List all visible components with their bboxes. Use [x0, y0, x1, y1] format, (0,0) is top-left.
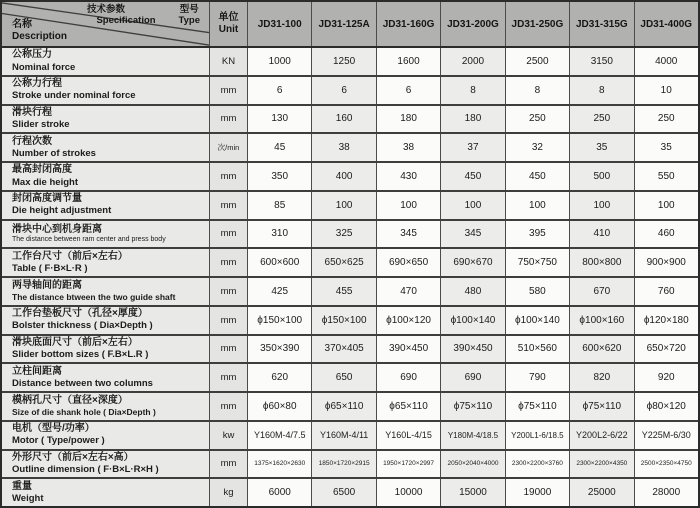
value-cell: 180 [377, 106, 441, 133]
unit-column-header [210, 2, 248, 46]
value-cell: 600×620 [570, 336, 634, 363]
value-cell: ϕ100×140 [441, 307, 505, 334]
value-cell: 2000 [441, 48, 505, 75]
value-cell: 4000 [635, 48, 698, 75]
value-cell: 6 [377, 77, 441, 104]
row-label-zh: 模柄孔尺寸（直径×深度） [12, 395, 128, 407]
value-cell: 1375×1620×2630 [248, 451, 312, 478]
specification-label [64, 4, 174, 26]
row-label-zh: 工作台垫板尺寸（孔径×厚度） [12, 308, 148, 320]
row-label-zh: 滑块中心到机身距离 [12, 223, 102, 235]
row-label [2, 221, 210, 248]
model-header-jd31-250g: JD31-250G [506, 2, 570, 46]
table-row [2, 48, 698, 77]
table-row [2, 278, 698, 307]
value-cell: Y180M-4/18.5 [441, 422, 505, 449]
value-cell: 400 [312, 163, 376, 190]
value-cell: Y200L1-6/18.5 [506, 422, 570, 449]
row-label [2, 451, 210, 478]
value-cell: 8 [570, 77, 634, 104]
value-cell: 38 [377, 134, 441, 161]
row-label-zh: 最高封闭高度 [12, 164, 72, 176]
row-label [2, 307, 210, 334]
value-cell: 370×405 [312, 336, 376, 363]
value-cell: 160 [312, 106, 376, 133]
table-body [2, 48, 698, 506]
diagonal-header-cell [2, 2, 210, 46]
model-header-jd31-160g: JD31-160G [377, 2, 441, 46]
row-label-en: Table ( F·B×L·R ) [12, 262, 88, 274]
value-cell: 35 [570, 134, 634, 161]
specification-label-zh: 技术参数 [86, 4, 125, 15]
unit-header-zh: 单位 [218, 12, 239, 23]
value-cell: 1000 [248, 48, 312, 75]
row-label-en: Outline dimension ( F·B×L·R×H ) [12, 464, 159, 476]
value-cell: 480 [441, 278, 505, 305]
value-cell: 100 [635, 192, 698, 219]
model-header-jd31-125a: JD31-125A [312, 2, 376, 46]
value-cell: 100 [441, 192, 505, 219]
value-cell: 310 [248, 221, 312, 248]
value-cell: 690×670 [441, 249, 505, 276]
value-cell: 1250 [312, 48, 376, 75]
row-label [2, 134, 210, 161]
row-label [2, 77, 210, 104]
value-cell: 2500 [506, 48, 570, 75]
table-row [2, 336, 698, 365]
row-label-zh: 重量 [12, 480, 32, 492]
table-row [2, 106, 698, 135]
value-cell: 2300×2200×3760 [506, 451, 570, 478]
row-label-zh: 外形尺寸（前后×左右×高） [12, 451, 134, 463]
value-cell: 100 [570, 192, 634, 219]
unit-cell: mm [210, 106, 248, 133]
value-cell: Y225M-6/30 [635, 422, 698, 449]
value-cell: 2050×2040×4000 [441, 451, 505, 478]
value-cell: 425 [248, 278, 312, 305]
unit-cell: KN [210, 48, 248, 75]
row-label [2, 364, 210, 391]
table-row [2, 221, 698, 250]
value-cell: 6 [312, 77, 376, 104]
value-cell: 345 [377, 221, 441, 248]
type-label-en: Type [178, 15, 200, 27]
unit-cell: kg [210, 479, 248, 506]
value-cell: 800×800 [570, 249, 634, 276]
table-row [2, 77, 698, 106]
description-label-en: Description [12, 31, 68, 43]
value-cell: 410 [570, 221, 634, 248]
row-label-zh: 行程次数 [12, 135, 52, 147]
row-label [2, 422, 210, 449]
table-row [2, 307, 698, 336]
value-cell: ϕ100×160 [570, 307, 634, 334]
value-cell: 2300×2200×4350 [570, 451, 634, 478]
value-cell: 8 [441, 77, 505, 104]
row-label-en: Bolster thickness ( Dia×Depth ) [12, 320, 153, 332]
unit-cell: mm [210, 278, 248, 305]
value-cell: 250 [506, 106, 570, 133]
value-cell: 45 [248, 134, 312, 161]
table-row [2, 451, 698, 480]
value-cell: ϕ75×110 [441, 393, 505, 420]
row-label [2, 192, 210, 219]
row-label-en: The distance btween the two guide shaft [12, 292, 176, 303]
value-cell: 28000 [635, 479, 698, 506]
row-label-zh: 电机（型号/功率） [12, 423, 95, 435]
value-cell: 650 [312, 364, 376, 391]
value-cell: ϕ120×180 [635, 307, 698, 334]
value-cell: Y160M-4/11 [312, 422, 376, 449]
table-row [2, 134, 698, 163]
value-cell: ϕ150×100 [248, 307, 312, 334]
value-cell: 25000 [570, 479, 634, 506]
value-cell: 690 [441, 364, 505, 391]
value-cell: 650×625 [312, 249, 376, 276]
row-label-zh: 滑块底面尺寸（前后×左右） [12, 336, 138, 348]
row-label-en: Nominal force [12, 61, 76, 73]
unit-cell: mm [210, 163, 248, 190]
row-label-zh: 封闭高度调节量 [12, 193, 82, 205]
row-label-en: Die height adjustment [12, 205, 112, 217]
row-label-zh: 滑块行程 [12, 106, 52, 118]
value-cell: 100 [506, 192, 570, 219]
value-cell: 2500×2350×4750 [635, 451, 698, 478]
description-label [12, 19, 67, 43]
value-cell: 600×600 [248, 249, 312, 276]
row-label-zh: 工作台尺寸（前后×左右） [12, 250, 128, 262]
row-label-en: Weight [12, 492, 44, 504]
model-header-jd31-400g: JD31-400G [640, 18, 693, 30]
value-cell: 32 [506, 134, 570, 161]
value-cell: 390×450 [441, 336, 505, 363]
value-cell: ϕ60×80 [248, 393, 312, 420]
row-label-en: Stroke under nominal force [12, 90, 136, 102]
row-label [2, 278, 210, 305]
model-header-jd31-100: JD31-100 [248, 2, 312, 46]
row-label [2, 393, 210, 420]
value-cell: 15000 [441, 479, 505, 506]
value-cell: 690×650 [377, 249, 441, 276]
value-cell: 6 [248, 77, 312, 104]
type-label [179, 4, 200, 26]
value-cell: 510×560 [506, 336, 570, 363]
unit-cell: mm [210, 451, 248, 478]
table-row [2, 364, 698, 393]
type-label-zh: 型号 [179, 4, 199, 15]
value-cell: 10 [635, 77, 698, 104]
value-cell: 1600 [377, 48, 441, 75]
value-cell: 920 [635, 364, 698, 391]
value-cell: ϕ65×110 [312, 393, 376, 420]
row-label-zh: 立柱间距离 [12, 365, 62, 377]
row-label [2, 336, 210, 363]
value-cell: 6000 [248, 479, 312, 506]
specification-label-en: Specification [96, 15, 156, 27]
unit-cell: mm [210, 364, 248, 391]
value-cell: ϕ100×140 [506, 307, 570, 334]
value-cell: 250 [570, 106, 634, 133]
value-cell: 790 [506, 364, 570, 391]
value-cell: 35 [635, 134, 698, 161]
value-cell: 750×750 [506, 249, 570, 276]
value-cell: 550 [635, 163, 698, 190]
unit-cell: mm [210, 221, 248, 248]
value-cell: ϕ150×100 [312, 307, 376, 334]
unit-cell: kw [210, 422, 248, 449]
unit-cell: mm [210, 249, 248, 276]
value-cell: ϕ100×120 [377, 307, 441, 334]
table-row [2, 249, 698, 278]
row-label [2, 479, 210, 506]
unit-cell: mm [210, 393, 248, 420]
unit-header-en: Unit [218, 24, 239, 35]
unit-cell: mm [210, 307, 248, 334]
header-row [2, 2, 698, 48]
value-cell: 690 [377, 364, 441, 391]
value-cell: 450 [506, 163, 570, 190]
value-cell: 820 [570, 364, 634, 391]
value-cell: 1850×1720×2915 [312, 451, 376, 478]
table-row [2, 422, 698, 451]
value-cell: 450 [441, 163, 505, 190]
row-label-en: Motor ( Type/power ) [12, 435, 105, 447]
row-label-en: Distance between two columns [12, 377, 153, 389]
value-cell: 345 [441, 221, 505, 248]
value-cell: 470 [377, 278, 441, 305]
value-cell: 430 [377, 163, 441, 190]
value-cell: 390×450 [377, 336, 441, 363]
value-cell: 325 [312, 221, 376, 248]
value-cell: 250 [635, 106, 698, 133]
value-cell: 19000 [506, 479, 570, 506]
value-cell: 620 [248, 364, 312, 391]
value-cell: ϕ75×110 [570, 393, 634, 420]
value-cell: 395 [506, 221, 570, 248]
row-label [2, 48, 210, 75]
value-cell: Y160M-4/7.5 [248, 422, 312, 449]
row-label-en: Number of strokes [12, 147, 96, 159]
value-cell: 100 [377, 192, 441, 219]
value-cell: 180 [441, 106, 505, 133]
value-cell: 455 [312, 278, 376, 305]
unit-cell: mm [210, 77, 248, 104]
value-cell: 37 [441, 134, 505, 161]
value-cell: 500 [570, 163, 634, 190]
value-cell: 6500 [312, 479, 376, 506]
row-label [2, 163, 210, 190]
value-cell: Y200L2-6/22 [570, 422, 634, 449]
table-row [2, 393, 698, 422]
value-cell: 3150 [570, 48, 634, 75]
row-label [2, 249, 210, 276]
unit-cell: mm [210, 336, 248, 363]
value-cell: Y160L-4/15 [377, 422, 441, 449]
model-header-jd31-315g: JD31-315G [570, 2, 634, 46]
value-cell: 760 [635, 278, 698, 305]
value-cell: 900×900 [635, 249, 698, 276]
row-label-en: Slider bottom sizes ( F.B×L.R ) [12, 349, 149, 361]
value-cell: 350×390 [248, 336, 312, 363]
table-row [2, 479, 698, 506]
row-label-zh: 两导轴间的距离 [12, 280, 82, 292]
table-row [2, 192, 698, 221]
row-label-en: Slider stroke [12, 119, 70, 131]
row-label-en: The distance between ram center and press body [12, 235, 166, 243]
value-cell: ϕ80×120 [635, 393, 698, 420]
row-label [2, 106, 210, 133]
row-label-zh: 公称压力 [12, 49, 52, 61]
value-cell: 460 [635, 221, 698, 248]
value-cell: 650×720 [635, 336, 698, 363]
unit-cell: mm [210, 192, 248, 219]
value-cell: 1950×1720×2997 [377, 451, 441, 478]
row-label-en: Max die height [12, 176, 78, 188]
unit-cell: 次/min [210, 134, 248, 161]
value-cell: 580 [506, 278, 570, 305]
value-cell: 130 [248, 106, 312, 133]
row-label-zh: 公称力行程 [12, 78, 62, 90]
value-cell: 8 [506, 77, 570, 104]
value-cell: 38 [312, 134, 376, 161]
value-cell: 85 [248, 192, 312, 219]
value-cell: 100 [312, 192, 376, 219]
value-cell: 670 [570, 278, 634, 305]
description-label-zh: 名称 [12, 19, 32, 31]
row-label-en: Size of die shank hole ( Dia×Depth ) [12, 407, 156, 418]
value-cell: 10000 [377, 479, 441, 506]
value-cell: ϕ65×110 [377, 393, 441, 420]
value-cell: ϕ75×110 [506, 393, 570, 420]
table-row [2, 163, 698, 192]
value-cell: 350 [248, 163, 312, 190]
model-header-jd31-200g: JD31-200G [441, 2, 505, 46]
